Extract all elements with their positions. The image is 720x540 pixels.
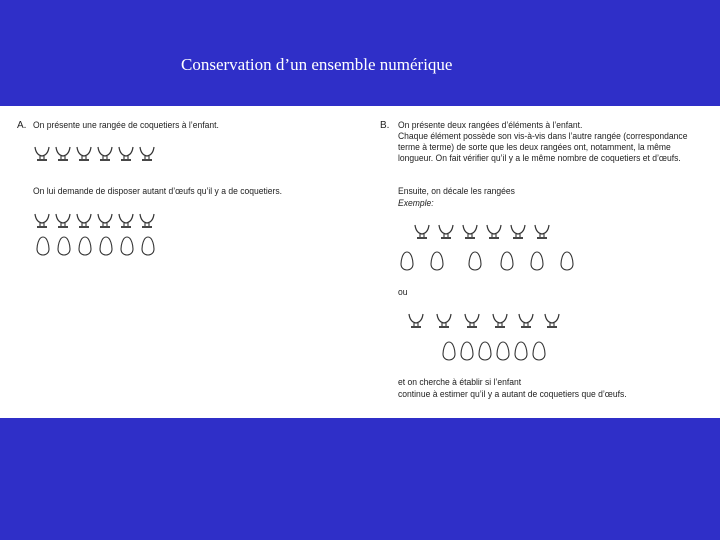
section-b-line1: On présente deux rangées d’éléments à l’enfant. [398, 120, 583, 130]
section-a-label: A. [17, 120, 27, 131]
section-a-eggs-row [37, 237, 154, 255]
section-b-line4: longueur. On fait vérifier qu’il y a le même nombre de coquetiers et d’œufs. [398, 153, 681, 163]
section-b-example2-cups [409, 314, 559, 327]
section-a-line1: On présente une rangée de coquetiers à l’enfant. [33, 120, 219, 130]
section-b-conclusion-2: continue à estimer qu’il y a autant de coquetiers que d’œufs. [398, 389, 627, 399]
section-a-line2: On lui demande de disposer autant d’œufs qu’il y a de coquetiers. [33, 186, 283, 196]
section-b-then: Ensuite, on décale les rangées [398, 186, 515, 196]
section-b-or: ou [398, 287, 408, 297]
section-b-conclusion-1: et on cherche à établir si l’enfant [398, 377, 522, 387]
illustration-panel [0, 106, 720, 418]
section-a-cups-row1 [35, 147, 154, 160]
section-b-example1-eggs [401, 252, 573, 270]
section-b-line3: terme à terme) de sorte que les deux rangées ont, notamment, la même [398, 142, 671, 152]
section-b-label: B. [380, 120, 390, 131]
slide-title: Conservation d’un ensemble numérique [181, 55, 453, 74]
section-a-cups-row2 [35, 214, 154, 227]
egg-cup-drawings [0, 106, 720, 418]
section-b-example: Exemple: [398, 198, 434, 208]
section-b-line2: Chaque élément possède son vis-à-vis dans l’autre rangée (correspondance [398, 131, 688, 141]
section-b-example1-cups [415, 225, 549, 238]
section-b-example2-eggs [443, 342, 545, 360]
